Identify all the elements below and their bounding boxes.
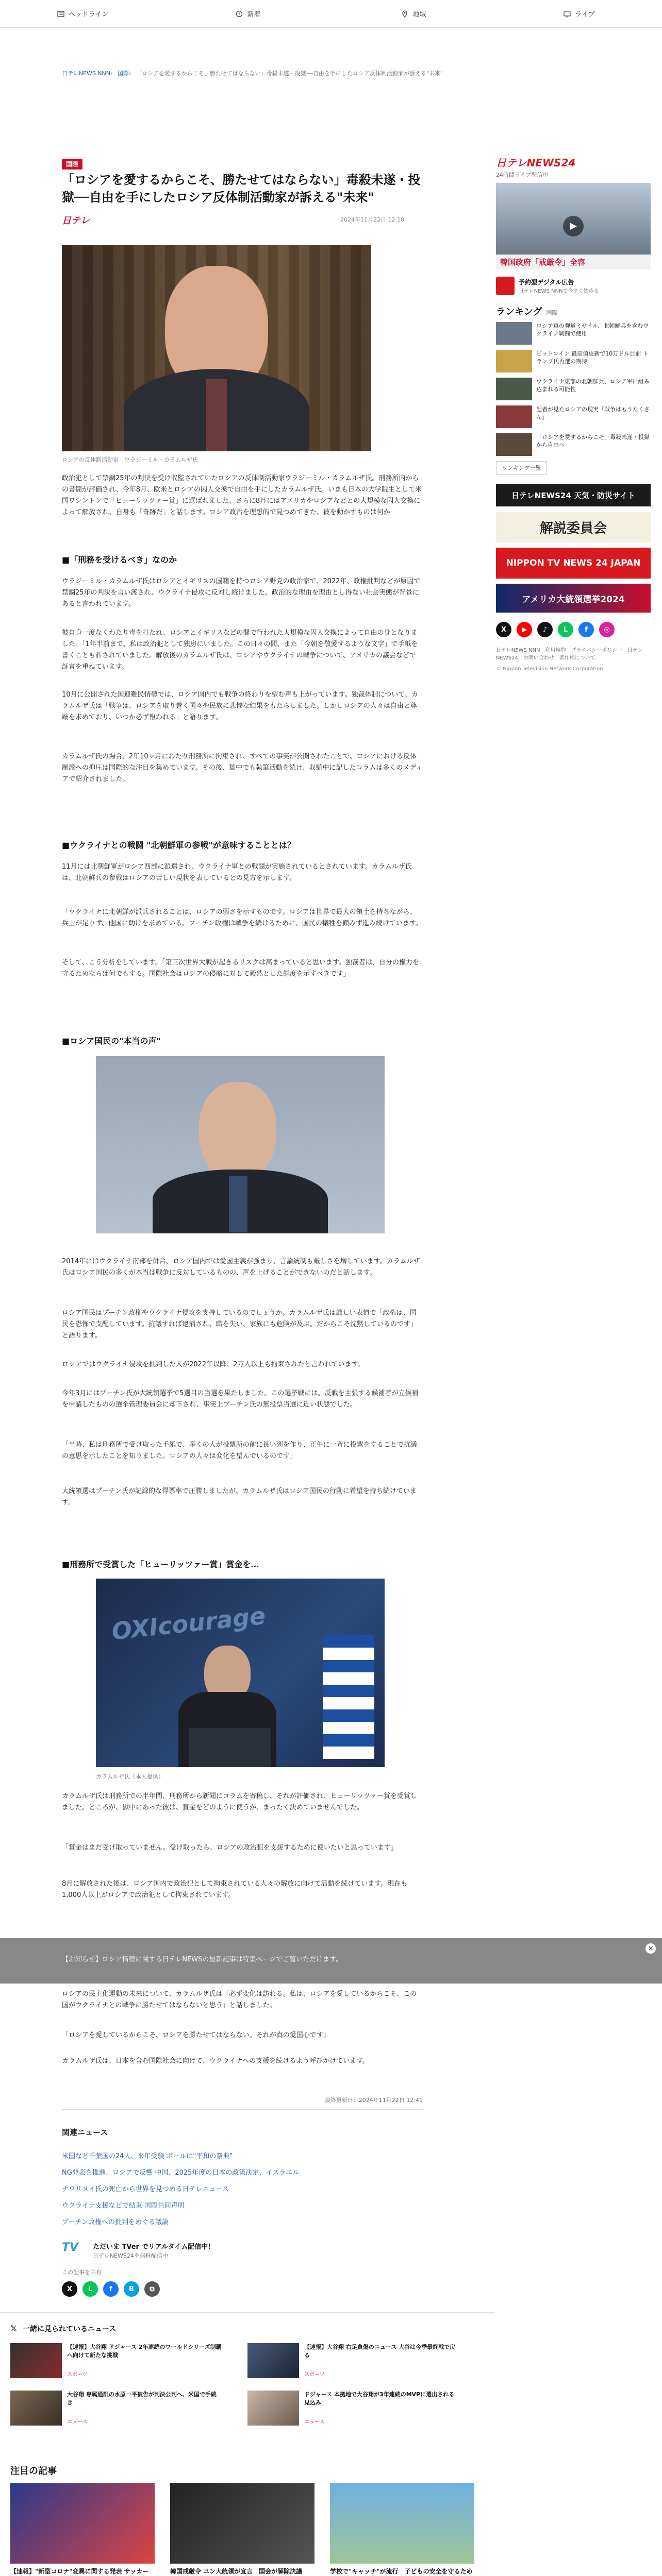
ticker-badge: ニュース	[304, 2419, 325, 2425]
newspaper-icon	[57, 10, 64, 18]
ranking-item[interactable]	[496, 405, 651, 428]
line-icon[interactable]: L	[558, 622, 573, 637]
article-photo-portrait	[62, 245, 371, 451]
youtube-icon[interactable]: ▶	[517, 622, 532, 637]
tver-sub: 日テレNEWS24を無料配信中	[93, 2252, 168, 2259]
body-paragraph: カラムルザ氏の場合、2年10ヶ月にわたり刑務所に拘束され、すべての事実が公開されたことで、ロシアにおける反体制派への抑圧は国際的な注目を集めています。その後、獄中でも執筆活動を続け、収監中に記したコラムは多くのメディアで紹介されました。	[62, 753, 423, 783]
section-heading: ■ウクライナとの戦闘 "北朝鮮軍の参戦"が意味することとは？	[62, 840, 295, 850]
ranking-item-title: ロシア軍の弾道ミサイル、北朝鮮兵を含むウクライナ戦闘で使用	[536, 323, 649, 337]
ranking-list	[496, 322, 651, 456]
ranking-more-link[interactable]: ランキング一覧	[496, 461, 547, 474]
ticker-item-title: 【速報】大谷翔 ドジャース 2年連続のワールドシリーズ制覇へ向けて新たな挑戦	[67, 2344, 222, 2359]
facebook-icon[interactable]: f	[578, 622, 594, 637]
notable-card[interactable]	[170, 2483, 315, 2576]
ranking-item-title: ウクライナ東部の北朝鮮兵、ロシア軍に組み込まれる可能性	[536, 378, 650, 393]
ticker-thumb	[10, 2391, 62, 2426]
notable-card[interactable]	[10, 2483, 155, 2576]
overlay-text: 【お知らせ】ロシア情勢に関する日テレNEWSの最新記事は特集ページでご覧いただけます。	[62, 1956, 343, 1963]
card-title: 学校で"キャッチ"が流行 子どもの安全を守るため	[330, 2568, 473, 2575]
tiktok-icon[interactable]: ♪	[537, 622, 553, 637]
nav-live[interactable]	[496, 0, 662, 27]
breadcrumb-current: 「ロシアを愛するからこそ、勝たせてはならない」毒殺未遂・投獄──自由を手にしたロシア反体制活動家が訴える"未来"	[136, 70, 443, 77]
divider	[62, 2109, 423, 2110]
promo-sub: 日テレNEWS NNNで今すぐ始める	[519, 289, 599, 294]
nav-region[interactable]	[331, 0, 496, 27]
notable-card[interactable]	[330, 2483, 474, 2576]
divider	[0, 2312, 495, 2313]
updated-date: 最終更新日：2024年11月22日 12:41	[324, 2097, 423, 2104]
ticker-item[interactable]	[247, 2391, 464, 2430]
sidebar-footer-links[interactable]: 日テレNEWS NNN 利用規約 プライバシーポリシー 日テレNEWS24 お問い合わせ 著作権について	[496, 648, 643, 661]
body-paragraph: ロシアの民主化運動の未来について、カラムルザ氏は「必ず変化は訪れる。私は、ロシアを愛しているからこそ、この国がウクライナとの戦争に勝たせてはならないと思う」と話しました。	[62, 1990, 417, 2009]
category-badge[interactable]: 国際	[62, 159, 82, 170]
ticker-item-title: 大谷翔 専属通訳の水原一平被告が判決公判へ、米国で手続き	[67, 2391, 217, 2406]
body-paragraph: 11月には北朝鮮軍がロシア西部に派遣され、ウクライナ軍との戦闘が実施されているとされています。カラムルザ氏は、北朝鮮兵の参戦はロシアの苦しい現状を表しているとの見方を示します。	[62, 863, 412, 882]
copy-link-icon[interactable]: ⧉	[144, 2281, 160, 2297]
body-paragraph: 「賞金はまだ受け取っていません。受け取ったら、ロシアの政治犯を支援するために使いたいと思っています」	[62, 1844, 398, 1852]
breadcrumb-category[interactable]: 国際	[117, 70, 129, 77]
article-title: 「ロシアを愛するからこそ、勝たせてはならない」毒殺未遂・投獄──自由を手にしたロシア反体制活動家が訴える"未来"	[62, 173, 421, 205]
related-link[interactable]: ナワリヌイ氏の死亡から世界を見つめる日テレニュース	[62, 2185, 229, 2193]
ticker-badge: ニュース	[67, 2419, 88, 2425]
copyright: © Nippon Television Network Corporation	[496, 666, 603, 672]
body-paragraph: ウラジーミル・カラムルザ氏はロシアとイギリスの国籍を持つロシア野党の政治家で、2022年、政権批判などが原因で禁錮25年の判決を言い渡され、ウクライナ侵攻に反対し続けました。政治的な理由を理由とし得ない社会実態が背景にあると言われています。	[62, 578, 421, 608]
ticker-badge: スポーツ	[304, 2372, 325, 2378]
ticker-thumb	[247, 2391, 299, 2426]
nav-label: 新着	[247, 11, 261, 19]
ranking-title: ランキング	[496, 307, 542, 317]
ticker-item-title: ドジャース 本拠地で大谷翔が3年連続のMVPに選出される見込み	[304, 2391, 455, 2406]
nav-label: 地域	[412, 11, 426, 19]
ticker-item[interactable]	[10, 2343, 227, 2382]
ranking-item[interactable]	[496, 433, 651, 456]
section-heading: ■「刑務を受けるべき」なのか	[62, 555, 177, 565]
tv-icon	[564, 10, 571, 18]
body-paragraph: ロシアではウクライナ侵攻を批判した人が2022年以降、2万人以上も拘束されたと言われています。	[62, 1361, 365, 1368]
related-link[interactable]: 米国など千葉国の24人、来年受験 ポールは"平和の祭典"	[62, 2153, 233, 2160]
ranking-item[interactable]	[496, 322, 651, 345]
ranking-tab[interactable]: 国際	[546, 310, 558, 316]
body-paragraph: 2014年にはウクライナ南部を併合、ロシア国内では愛国主義が強まり、言論統制も厳しさを増しています。カラムルザ氏はロシア国民の多くが本当は戦争に反対しているものの、声を上げることができないのだと話します。	[62, 1258, 420, 1277]
body-paragraph: 8月に解放された後は、ロシア国内で政治犯として拘束されている人々の解放に向けて活動を続けています。現在も1,000人以上がロシアで政治犯として拘束されています。	[62, 1880, 408, 1899]
photo-caption: ロシアの反体制活動家 ウラジーミル・カラムルザ氏	[62, 456, 198, 463]
tver-banner[interactable]	[62, 2239, 423, 2262]
overlay-banner[interactable]	[0, 1938, 662, 1984]
banner-nippon-tv[interactable]: NIPPON TV NEWS 24 JAPAN	[496, 548, 651, 579]
ticker-item-title: 【速報】大谷翔 右足負傷のニュース 大谷は今季最終戦で戻る	[304, 2344, 456, 2359]
section-heading: ■刑務所で受賞した「ヒューリッツァー賞」賞金を…	[62, 1560, 259, 1569]
body-paragraph: 「当時、私は刑務所で受け取った手紙で、多くの人が投票所の前に長い列を作り、正午に一斉に投票をすることで抗議の意思を示したことを知りました。ロシアの人々は変化を望んでいるのです」	[62, 1441, 417, 1460]
nav-label: ヘッドライン	[68, 11, 109, 19]
body-paragraph: カラムルザ氏は、日本を含む国際社会に向けて、ウクライナへの支援を続けるよう呼びかけています。	[62, 2057, 370, 2065]
social-icons	[496, 622, 651, 637]
lead-paragraph: 政治犯として禁錮25年の判決を受け収監されていたロシアの反体制活動家ウラジーミル・カラムルザ氏。刑務所内からの書簡が評価され、今年8月、欧米とロシアの囚人交換で自由を手にしたカラムルザ氏。いまも日本の大学院生として米国ワシントンで「ヒューリッツァー賞」に選ばれました。さらに8月にはアメリカやロシアなどとの大規模な囚人交換によって解放され、自身も「奇跡だ」と話します。ロシア政治を理想的で見つめてきた、彼を動かすものは何か	[62, 474, 422, 516]
related-link[interactable]: NG発表を推進、ロシアで反響 中国、2025年度の日本の政策決定、イスラエル	[62, 2169, 300, 2177]
ntv-logo: 日テレ	[62, 215, 90, 226]
article-photo-putin	[96, 1056, 385, 1233]
promo-title: 予約型デジタル広告	[519, 279, 574, 286]
nav-headline[interactable]	[0, 0, 166, 27]
promo-icon	[496, 277, 515, 295]
ranking-item-title: 「ロシアを愛するからこそ」毒殺未遂・投獄から自由へ	[536, 434, 650, 448]
banner-us-election[interactable]: アメリカ大統領選挙2024	[496, 584, 651, 613]
play-icon[interactable]: ▶	[563, 216, 584, 236]
body-paragraph: 彼自身一度なくわたり毒を打たれ、ロシアとイギリスなどの間で行われた大規模な囚人交換によって自由の身となりました。「1年半前まで、私は政治犯として独房にいました。この日々の間、また「今朝を敬愛するような文字」で手紙を書くことも許されていました。解放後のカラムルザ氏は、ロシアやウクライナの戦争について、アメリカの議会などで証言を重ねています。	[62, 629, 418, 671]
body-paragraph: 「ロシアを愛しているからこそ、ロシアを勝たせてはならない。それが真の愛国心です」	[62, 2031, 330, 2039]
hatena-share-icon[interactable]: B	[124, 2281, 139, 2297]
body-paragraph: カラムルザ氏は刑務所での半年間、刑務所から新聞にコラムを寄稿し、それが評価され、ヒューリッツァー賞を受賞しました。ところが、獄中にあった彼は、賞金をどのように使うか、まったく決めていませんでした。	[62, 1792, 417, 1811]
banner-commentary[interactable]: 解説委員会	[496, 512, 651, 543]
ticker-item[interactable]	[247, 2343, 464, 2382]
ranking-item[interactable]	[496, 350, 651, 372]
card-thumb	[330, 2483, 474, 2564]
body-paragraph: 今年3月にはプーチン氏が大統領選挙で5選目の当選を果たしました。この選挙戦には、反戦を主張する候補者が立候補を申請したものの選挙管理委員会に却下され、事実上プーチン氏の無投票当選に近い状態でした。	[62, 1389, 419, 1409]
ticker-thumb	[247, 2343, 299, 2378]
body-paragraph: ロシア国民はプーチン政権やウクライナ侵攻を支持しているのでしょうか。カラムルザ氏は厳しい表情で「政権は、国民を恐怖で支配しています。抗議すれば逮捕され、職を失い、家族にも危険が及ぶ。だからこそ沈黙しているのです」と語ります。	[62, 1309, 418, 1340]
sidebar	[496, 155, 651, 672]
ranking-item[interactable]	[496, 378, 651, 400]
line-share-icon[interactable]: L	[82, 2281, 98, 2297]
x-share-icon[interactable]: X	[62, 2281, 77, 2297]
breadcrumb: 日テレNEWS NNN› 国際› 「ロシアを愛するからこそ、勝たせてはならない」毒殺未遂・投獄──自由を手にしたロシア反体制活動家が訴える"未来"	[62, 70, 443, 77]
tver-logo-icon: TV	[62, 2241, 79, 2254]
body-paragraph: 10月に公開された国連難民情勢では、ロシア国内でも戦争の終わりを望む声も上がっています。独裁体制について、カラムルザ氏は「戦争は、ロシアを取り巻く国々や民族に悲惨な結果をもたらしました。しかしロシアの人々は自由と尊厳を求めており、いつか必ず報われる」と語ります。	[62, 691, 418, 721]
x-icon[interactable]: X	[496, 622, 511, 637]
card-thumb	[10, 2483, 155, 2564]
top-nav	[0, 0, 662, 28]
ticker-title: 一緒に見られているニュース	[23, 2325, 117, 2333]
x-logo-icon: 𝕏	[10, 2324, 17, 2333]
related-link[interactable]: ウクライナ支援などで結束 国際共同声明	[62, 2202, 185, 2210]
related-title: 関連ニュース	[62, 2128, 108, 2137]
clock-icon	[236, 10, 243, 18]
instagram-icon[interactable]: ◎	[599, 622, 615, 637]
ranking-item-title: ビットコイン 最高値更新で10万ドル目前 トランプ氏再選の期待	[536, 350, 649, 365]
live-header	[496, 155, 651, 170]
breadcrumb-home[interactable]: 日テレNEWS NNN	[62, 70, 110, 77]
nav-label: ライブ	[575, 11, 595, 19]
share-label: この記事を共有	[62, 2269, 102, 2276]
article-photo-podium: OXIcourage	[96, 1579, 385, 1767]
promo-banner[interactable]	[496, 277, 651, 295]
card-title: 【速報】"新型コロナ"変異に関する発表 サッカー	[10, 2568, 149, 2575]
close-icon[interactable]: ×	[646, 1943, 656, 1954]
ticker-thumb	[10, 2343, 62, 2378]
facebook-share-icon[interactable]: f	[103, 2281, 119, 2297]
live-player[interactable]	[496, 183, 651, 269]
live-sub: 24時間ライブ配信中	[496, 172, 549, 178]
related-link[interactable]: プーチン政権への批判をめぐる議論	[62, 2218, 169, 2226]
photo-caption: カラムルザ氏（本人提供）	[96, 1773, 164, 1780]
card-title: 韓国戒厳令 ユン大統領が宣言 国会が解除決議	[170, 2568, 303, 2575]
ticker-badge: スポーツ	[67, 2372, 88, 2378]
ranking-item-title: 記者が見たロシアの現実「戦争はもうたくさん」	[536, 406, 650, 420]
publish-date: 2024年11月22日 12:10	[340, 216, 405, 223]
body-paragraph: そして、こう分析をしています。「第三次世界大戦が起きるリスクは高まっていると思います。独裁者は、自分の権力を守るためならば何でもする。国際社会はロシアの侵略に対して毅然とした態度を示すべきです」	[62, 959, 419, 978]
news24-logo: 日テレNEWS24	[496, 157, 576, 169]
tver-text: ただいま TVer でリアルタイム配信中！	[93, 2243, 215, 2251]
body-paragraph: 「ウクライナに北朝鮮が派兵されることは、ロシアの弱さを示すものです。ロシアは世界で最大の領土を持ちながら、兵士が足りず、他国に助けを求めている。プーチン政権は戦争を続けるために、国民の犠牲を顧みず進み続けています。」	[62, 908, 426, 927]
live-caption: 韓国政府「戒厳令」全容	[496, 255, 651, 269]
location-pin-icon	[401, 10, 408, 18]
ticker-item[interactable]	[10, 2391, 227, 2430]
notable-title: 注目の記事	[10, 2466, 57, 2477]
nav-latest[interactable]	[166, 0, 331, 27]
card-thumb	[170, 2483, 315, 2564]
body-paragraph: 大統領選はプーチン氏が記録的な得票率で圧勝しましたが、カラムルザ氏はロシア国民の行動に希望を持ち続けています。	[62, 1487, 417, 1506]
section-heading: ■ロシア国民の"本当の声"	[62, 1036, 161, 1046]
banner-weather[interactable]: 日テレNEWS24 天気・防災サイト	[496, 484, 651, 506]
